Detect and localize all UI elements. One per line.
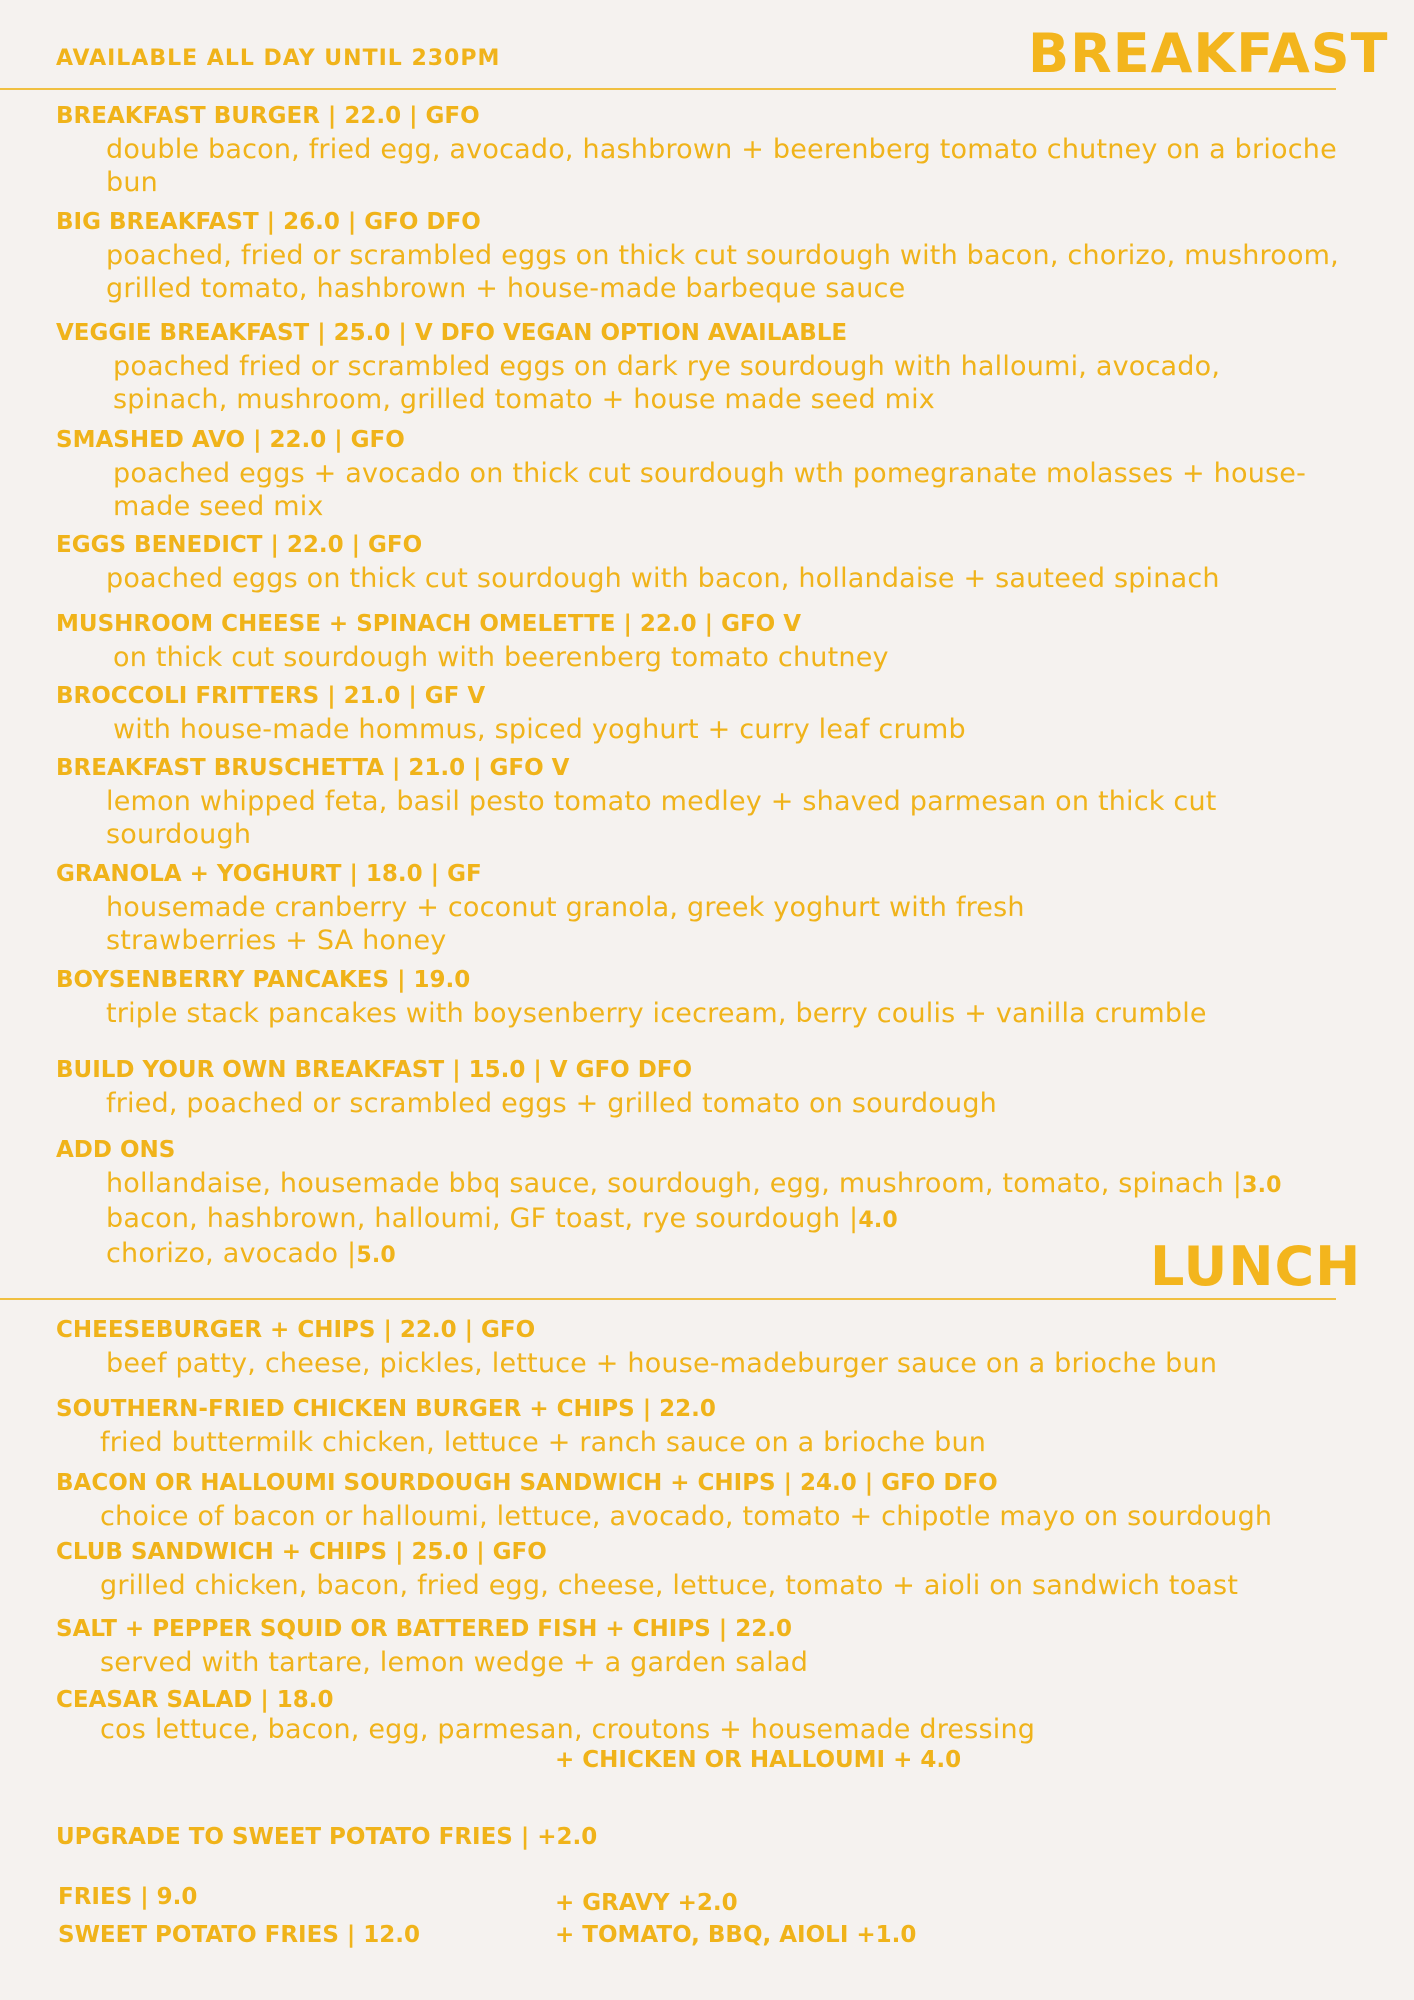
lunch-divider [0, 1298, 1336, 1300]
item-description: choice of bacon or halloumi, lettuce, avocado, tomato + chipotle mayo on sourdough [100, 1501, 1273, 1532]
item-description: poached eggs on thick cut sourdough with bacon, hollandaise + sauteed spinach [106, 563, 1220, 594]
item-description: poached, fried or scrambled eggs on thick cut sourdough with bacon, chorizo, mushroom, grilled tomato, hashbrown + house-made barbeque sauce [106, 240, 1339, 304]
menu-item-cheeseburger [56, 1315, 1356, 1380]
menu-item-breakfast-bruschetta [56, 753, 1356, 851]
menu-item-boysenberry-pancakes [56, 965, 1356, 1030]
add-ons-text: bacon, hashbrown, halloumi, GF toast, rye sourdough | [106, 1203, 859, 1234]
add-ons-price: 3.0 [1242, 1173, 1282, 1198]
add-ons-line [106, 1167, 1356, 1202]
item-description: triple stack pancakes with boysenberry icecream, berry coulis + vanilla crumble [106, 998, 1207, 1029]
menu-item-smashed-avo [56, 425, 1356, 523]
menu-item-veggie-breakfast [56, 318, 1356, 416]
menu-item-breakfast-burger [56, 101, 1356, 199]
sauces-addon: + TOMATO, BBQ, AIOLI +1.0 [555, 1922, 917, 1948]
gravy-addon: + GRAVY +2.0 [555, 1890, 738, 1916]
item-heading: BREAKFAST BURGER | 22.0 | GFO [56, 103, 480, 129]
item-description: served with tartare, lemon wedge + a garden salad [100, 1647, 809, 1678]
menu-item-chicken-burger [56, 1394, 1356, 1459]
menu-item-build-your-own [56, 1055, 1356, 1120]
menu-item-granola-yoghurt [56, 859, 1356, 957]
menu-item-caesar-salad [56, 1685, 1356, 1746]
fries-item: FRIES | 9.0 [58, 1884, 198, 1910]
add-ons-price: 4.0 [858, 1208, 898, 1233]
menu-item-big-breakfast [56, 207, 1356, 305]
item-description: poached fried or scrambled eggs on dark rye sourdough with halloumi, avocado, spinach, mushroom, grilled tomato + house made seed mix [113, 351, 1221, 415]
item-description: with house-made hommus, spiced yoghurt + curry leaf crumb [113, 714, 966, 745]
breakfast-divider [0, 88, 1336, 90]
menu-item-squid-or-fish [56, 1614, 1356, 1679]
item-heading: VEGGIE BREAKFAST | 25.0 | V DFO VEGAN OPTION AVAILABLE [56, 320, 848, 346]
add-ons-heading: ADD ONS [56, 1137, 176, 1163]
item-heading: EGGS BENEDICT | 22.0 | GFO [56, 532, 423, 558]
item-heading: BIG BREAKFAST | 26.0 | GFO DFO [56, 209, 481, 235]
add-ons-price: 5.0 [356, 1243, 396, 1268]
item-heading: GRANOLA + YOGHURT | 18.0 | GF [56, 861, 482, 887]
item-heading: SMASHED AVO | 22.0 | GFO [56, 427, 405, 453]
item-heading: BUILD YOUR OWN BREAKFAST | 15.0 | V GFO DFO [56, 1057, 693, 1083]
add-ons-text: chorizo, avocado | [106, 1238, 357, 1269]
lunch-title: LUNCH [1150, 1235, 1362, 1298]
item-description: double bacon, fried egg, avocado, hashbrown + beerenberg tomato chutney on a brioche bun [106, 134, 1337, 198]
menu-item-omelette [56, 609, 1356, 674]
item-heading: MUSHROOM CHEESE + SPINACH OMELETTE | 22.0 | GFO V [56, 611, 802, 637]
menu-item-sourdough-sandwich [56, 1468, 1356, 1533]
item-heading: BREAKFAST BRUSCHETTA | 21.0 | GFO V [56, 755, 570, 781]
breakfast-title: BREAKFAST [1028, 22, 1389, 85]
item-heading: SALT + PEPPER SQUID OR BATTERED FISH + CHIPS | 22.0 [56, 1616, 792, 1642]
sweet-potato-fries-item: SWEET POTATO FRIES | 12.0 [58, 1922, 421, 1948]
item-description: cos lettuce, bacon, egg, parmesan, croutons + housemade dressing [100, 1714, 1036, 1745]
menu-item-eggs-benedict [56, 530, 1356, 595]
item-description: on thick cut sourdough with beerenberg tomato chutney [113, 642, 889, 673]
item-description: housemade cranberry + coconut granola, greek yoghurt with fresh strawberries + SA honey [106, 892, 1025, 956]
menu-item-broccoli-fritters [56, 681, 1356, 746]
item-description: beef patty, cheese, pickles, lettuce + house-madeburger sauce on a brioche bun [106, 1348, 1218, 1379]
upgrade-sweet-potato: UPGRADE TO SWEET POTATO FRIES | +2.0 [56, 1824, 598, 1850]
item-description: lemon whipped feta, basil pesto tomato medley + shaved parmesan on thick cut sourdough [106, 786, 1217, 850]
item-heading: SOUTHERN-FRIED CHICKEN BURGER + CHIPS | 22.0 [56, 1396, 716, 1422]
item-heading: BOYSENBERRY PANCAKES | 19.0 [56, 967, 471, 993]
item-description: poached eggs + avocado on thick cut sourdough wth pomegranate molasses + house-made seed mix [113, 458, 1307, 522]
add-ons-text: hollandaise, housemade bbq sauce, sourdough, egg, mushroom, tomato, spinach | [106, 1168, 1243, 1199]
availability-tagline: AVAILABLE ALL DAY UNTIL 230PM [56, 46, 501, 71]
item-description: fried buttermilk chicken, lettuce + ranch sauce on a brioche bun [100, 1427, 987, 1458]
menu-item-club-sandwich [56, 1537, 1356, 1602]
item-heading: BACON OR HALLOUMI SOURDOUGH SANDWICH + CHIPS | 24.0 | GFO DFO [56, 1470, 998, 1496]
item-heading: CLUB SANDWICH + CHIPS | 25.0 | GFO [56, 1539, 547, 1565]
item-heading: CHEESEBURGER + CHIPS | 22.0 | GFO [56, 1317, 536, 1343]
item-description: grilled chicken, bacon, fried egg, cheese, lettuce, tomato + aioli on sandwich toast [100, 1570, 1239, 1601]
item-description: fried, poached or scrambled eggs + grilled tomato on sourdough [106, 1088, 997, 1119]
add-ons-line [106, 1202, 1356, 1237]
item-heading: CEASAR SALAD | 18.0 [56, 1687, 334, 1713]
item-heading: BROCCOLI FRITTERS | 21.0 | GF V [56, 683, 486, 709]
caesar-addon: + CHICKEN OR HALLOUMI + 4.0 [555, 1747, 962, 1773]
